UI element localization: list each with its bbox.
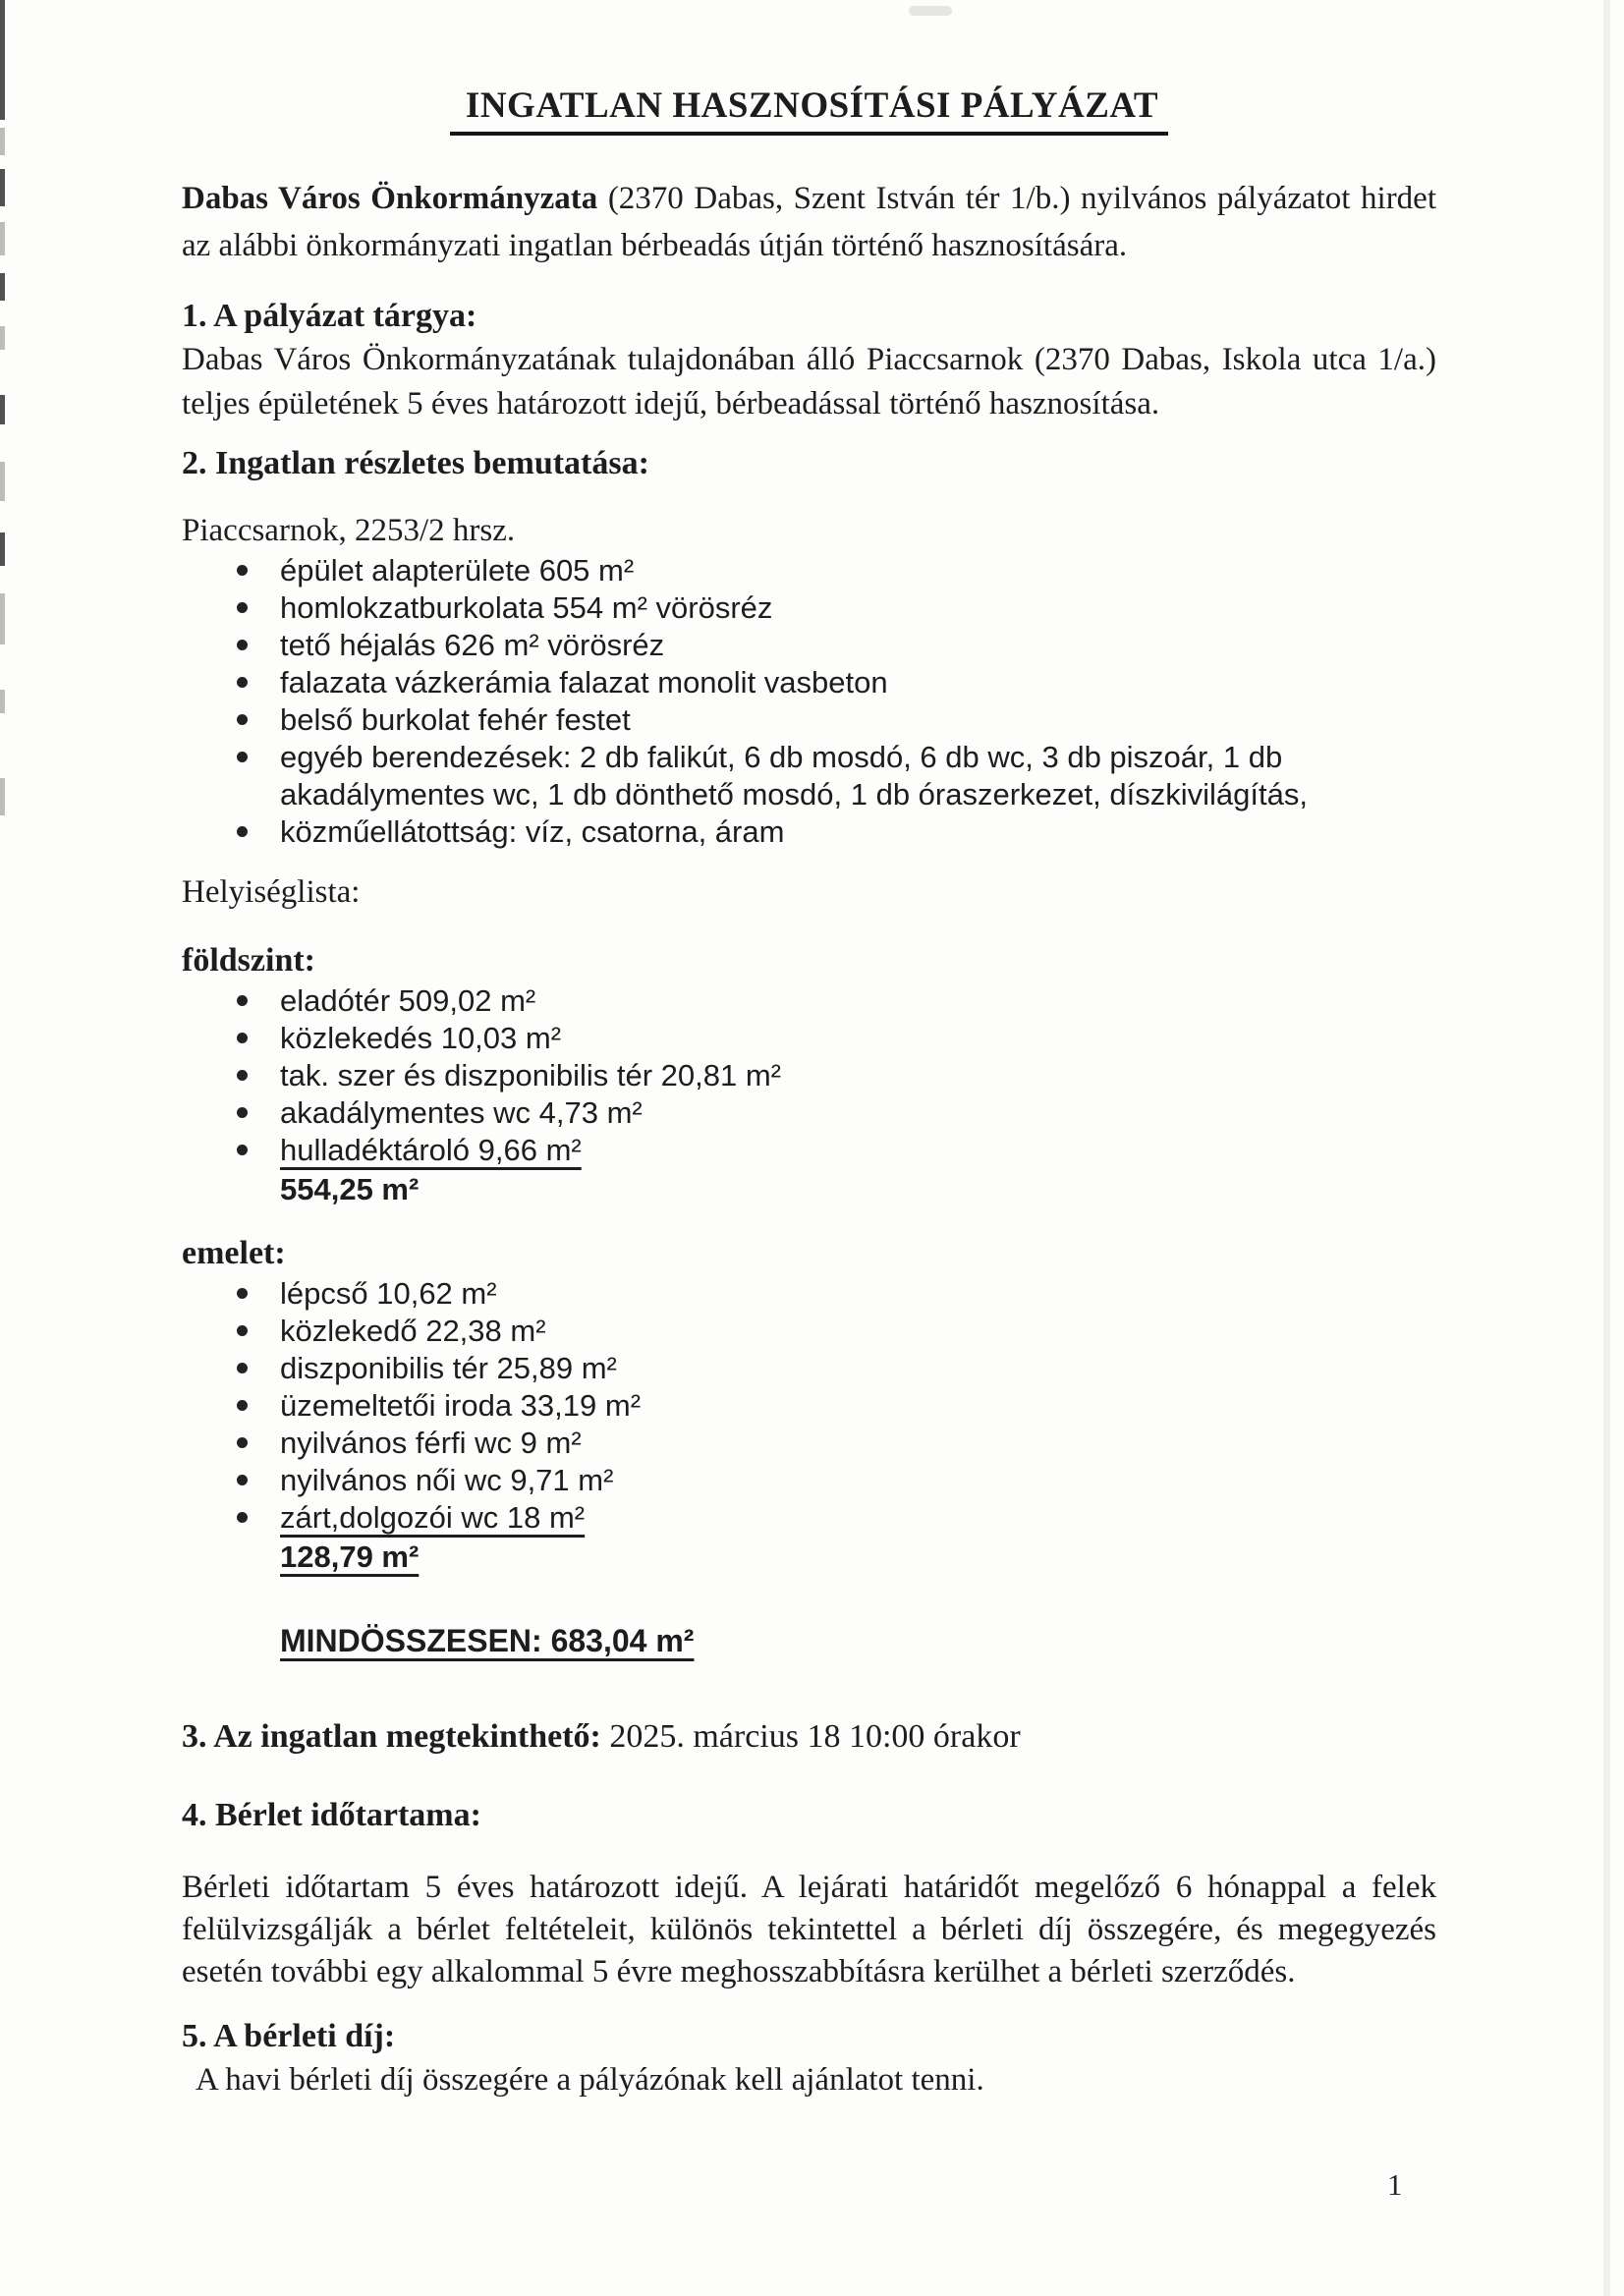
list-item: egyéb berendezések: 2 db falikút, 6 db mosdó, 6 db wc, 3 db piszoár, 1 db akadálymentes wc, 1 db dönthető mosdó, 1 db óraszerkezet, díszkivilágítás, xyxy=(280,739,1436,813)
document-title: INGATLAN HASZNOSÍTÁSI PÁLYÁZAT xyxy=(450,84,1168,136)
scan-artifact-left-edge xyxy=(0,462,5,501)
intro-issuer: Dabas Város Önkormányzata xyxy=(182,181,598,216)
scan-artifact-left-edge xyxy=(0,395,5,424)
title-row xyxy=(182,84,1436,136)
list-item: közlekedő 22,38 m² xyxy=(280,1313,1436,1350)
scan-artifact-left-edge xyxy=(0,169,5,206)
scan-artifact-left-edge xyxy=(0,593,5,644)
scan-artifact-left-edge xyxy=(0,532,5,566)
list-item: épület alapterülete 605 m² xyxy=(280,552,1436,589)
scan-artifact-left-edge xyxy=(0,326,5,350)
scan-artifact-left-edge xyxy=(0,273,5,301)
upper-floor-list xyxy=(182,1275,1436,1537)
section3-label: 3. Az ingatlan megtekinthető: xyxy=(182,1718,601,1755)
list-item-underlined: hulladéktároló 9,66 m² xyxy=(280,1132,1436,1169)
list-item-underlined: zárt,dolgozói wc 18 m² xyxy=(280,1499,1436,1537)
list-item: diszponibilis tér 25,89 m² xyxy=(280,1350,1436,1387)
list-item: közlekedés 10,03 m² xyxy=(280,1020,1436,1057)
list-item: lépcső 10,62 m² xyxy=(280,1275,1436,1313)
list-item: tető héjalás 626 m² vörösréz xyxy=(280,627,1436,664)
ground-floor-list xyxy=(182,982,1436,1169)
list-item: homlokzatburkolata 554 m² vörösréz xyxy=(280,589,1436,627)
section5-body: A havi bérleti díj összegére a pályázónak kell ajánlatot tenni. xyxy=(196,2062,984,2098)
list-item: eladótér 509,02 m² xyxy=(280,982,1436,1020)
room-list-label: Helyiséglista: xyxy=(182,874,361,910)
list-item: akadálymentes wc 4,73 m² xyxy=(280,1094,1436,1132)
section1-body: Dabas Város Önkormányzatának tulajdonában álló Piaccsarnok (2370 Dabas, Iskola utca 1/a.) teljes épületének 5 éves határozott idejű, bérbeadással történő hasznosítása. xyxy=(182,342,1436,421)
scan-artifact-left-edge xyxy=(0,690,5,713)
property-subtitle: Piaccsarnok, 2253/2 hrsz. xyxy=(182,513,516,548)
intro-text: (2370 Dabas, Szent István tér 1/b.) nyilvános pályázatot hirdet az alábbi önkormányzati ingatlan bérbeadás útján történő hasznosítására. xyxy=(182,181,1437,263)
list-item: üzemeltetői iroda 33,19 m² xyxy=(280,1387,1436,1425)
list-item: tak. szer és diszponibilis tér 20,81 m² xyxy=(280,1057,1436,1094)
ground-floor-heading: földszint: xyxy=(182,942,315,979)
upper-floor-heading: emelet: xyxy=(182,1235,286,1271)
scan-artifact-left-edge xyxy=(0,128,5,155)
document-content xyxy=(182,0,1436,2296)
list-item: falazata vázkerámia falazat monolit vasbeton xyxy=(280,664,1436,701)
scan-artifact-left-edge xyxy=(0,0,5,120)
section3-heading xyxy=(182,1715,1436,1759)
section5-heading: 5. A bérleti díj: xyxy=(182,2018,396,2054)
grand-total: MINDÖSSZESEN: 683,04 m² xyxy=(280,1623,695,1658)
scan-artifact-left-edge xyxy=(0,222,5,255)
intro-paragraph xyxy=(182,175,1436,269)
page-number: 1 xyxy=(1387,2167,1403,2202)
section2-heading: 2. Ingatlan részletes bemutatása: xyxy=(182,445,649,481)
list-item: nyilvános férfi wc 9 m² xyxy=(280,1425,1436,1462)
upper-floor-total: 128,79 m² xyxy=(280,1540,420,1574)
section4-heading: 4. Bérlet időtartama: xyxy=(182,1797,481,1833)
ground-floor-total: 554,25 m² xyxy=(280,1172,420,1206)
section1-heading: 1. A pályázat tárgya: xyxy=(182,298,477,334)
list-item: belső burkolat fehér festet xyxy=(280,701,1436,739)
property-feature-list xyxy=(182,552,1436,851)
scan-artifact-right-streak xyxy=(1603,0,1610,2296)
list-item: közműellátottság: víz, csatorna, áram xyxy=(280,813,1436,851)
scan-artifact-left-edge xyxy=(0,778,5,815)
list-item: nyilvános női wc 9,71 m² xyxy=(280,1462,1436,1499)
section4-body: Bérleti időtartam 5 éves határozott idejű. A lejárati határidőt megelőző 6 hónappal a felek felülvizsgálják a bérlet feltételeit, különös tekintettel a bérleti díj összegére, és megegyezés esetén további egy alkalommal 5 évre meghosszabbításra kerülhet a bérleti szerződés. xyxy=(182,1870,1436,1989)
section3-datetime: 2025. március 18 10:00 órakor xyxy=(600,1718,1021,1755)
